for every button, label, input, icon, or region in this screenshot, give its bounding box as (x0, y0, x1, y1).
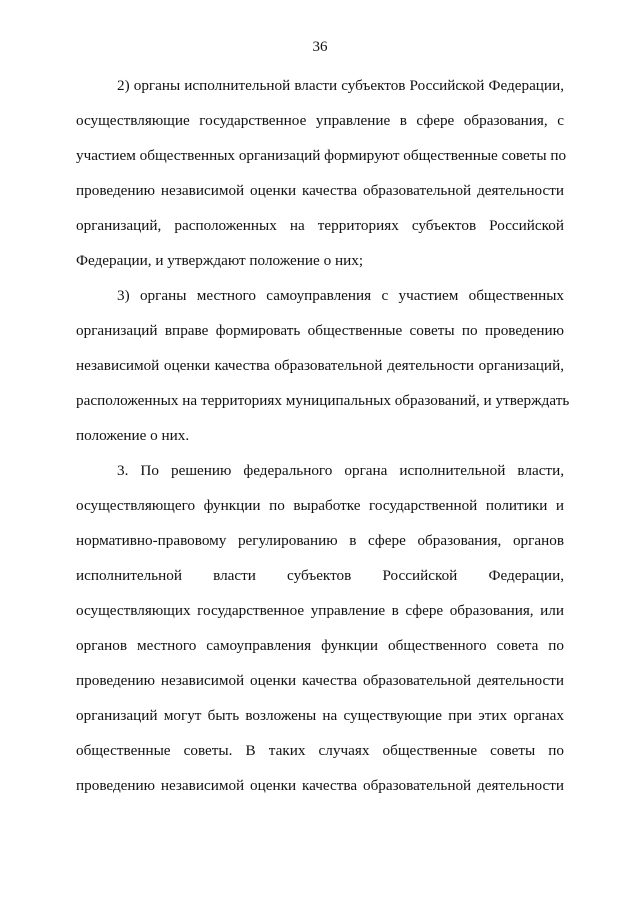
text-line: осуществляющих государственное управление в сфере образования, или (76, 602, 564, 619)
text-line: осуществляющие государственное управление в сфере образования, с (76, 112, 564, 129)
text-line: Федерации, и утверждают положение о них; (76, 252, 364, 269)
text-line: проведению независимой оценки качества образовательной деятельности (76, 672, 564, 689)
text-line: организаций вправе формировать общественные советы по проведению (76, 322, 564, 339)
page-number: 36 (312, 39, 328, 55)
text-line: нормативно-правовому регулированию в сфере образования, органов (76, 532, 564, 549)
text-line: проведению независимой оценки качества образовательной деятельности (76, 777, 564, 794)
text-line: организаций, расположенных на территориях субъектов Российской (76, 217, 564, 234)
text-line: осуществляющего функции по выработке государственной политики и (76, 497, 564, 514)
text-line: проведению независимой оценки качества образовательной деятельности (76, 182, 564, 199)
text-line: 3) органы местного самоуправления с участием общественных (117, 287, 564, 304)
text-line: расположенных на территориях муниципальных образований, и утверждать (76, 392, 570, 409)
text-line: независимой оценки качества образовательной деятельности организаций, (76, 357, 564, 374)
text-line: органов местного самоуправления функции общественного совета по (76, 637, 564, 654)
text-line: 2) органы исполнительной власти субъектов Российской Федерации, (117, 77, 564, 94)
text-line: общественные советы. В таких случаях общественные советы по (76, 742, 564, 759)
text-line: исполнительной власти субъектов Российской Федерации, (76, 567, 564, 584)
text-line: 3. По решению федерального органа исполнительной власти, (117, 462, 564, 479)
text-line: положение о них. (76, 427, 190, 444)
text-line: участием общественных организаций формируют общественные советы по (76, 147, 567, 164)
text-line: организаций могут быть возложены на существующие при этих органах (76, 707, 564, 724)
